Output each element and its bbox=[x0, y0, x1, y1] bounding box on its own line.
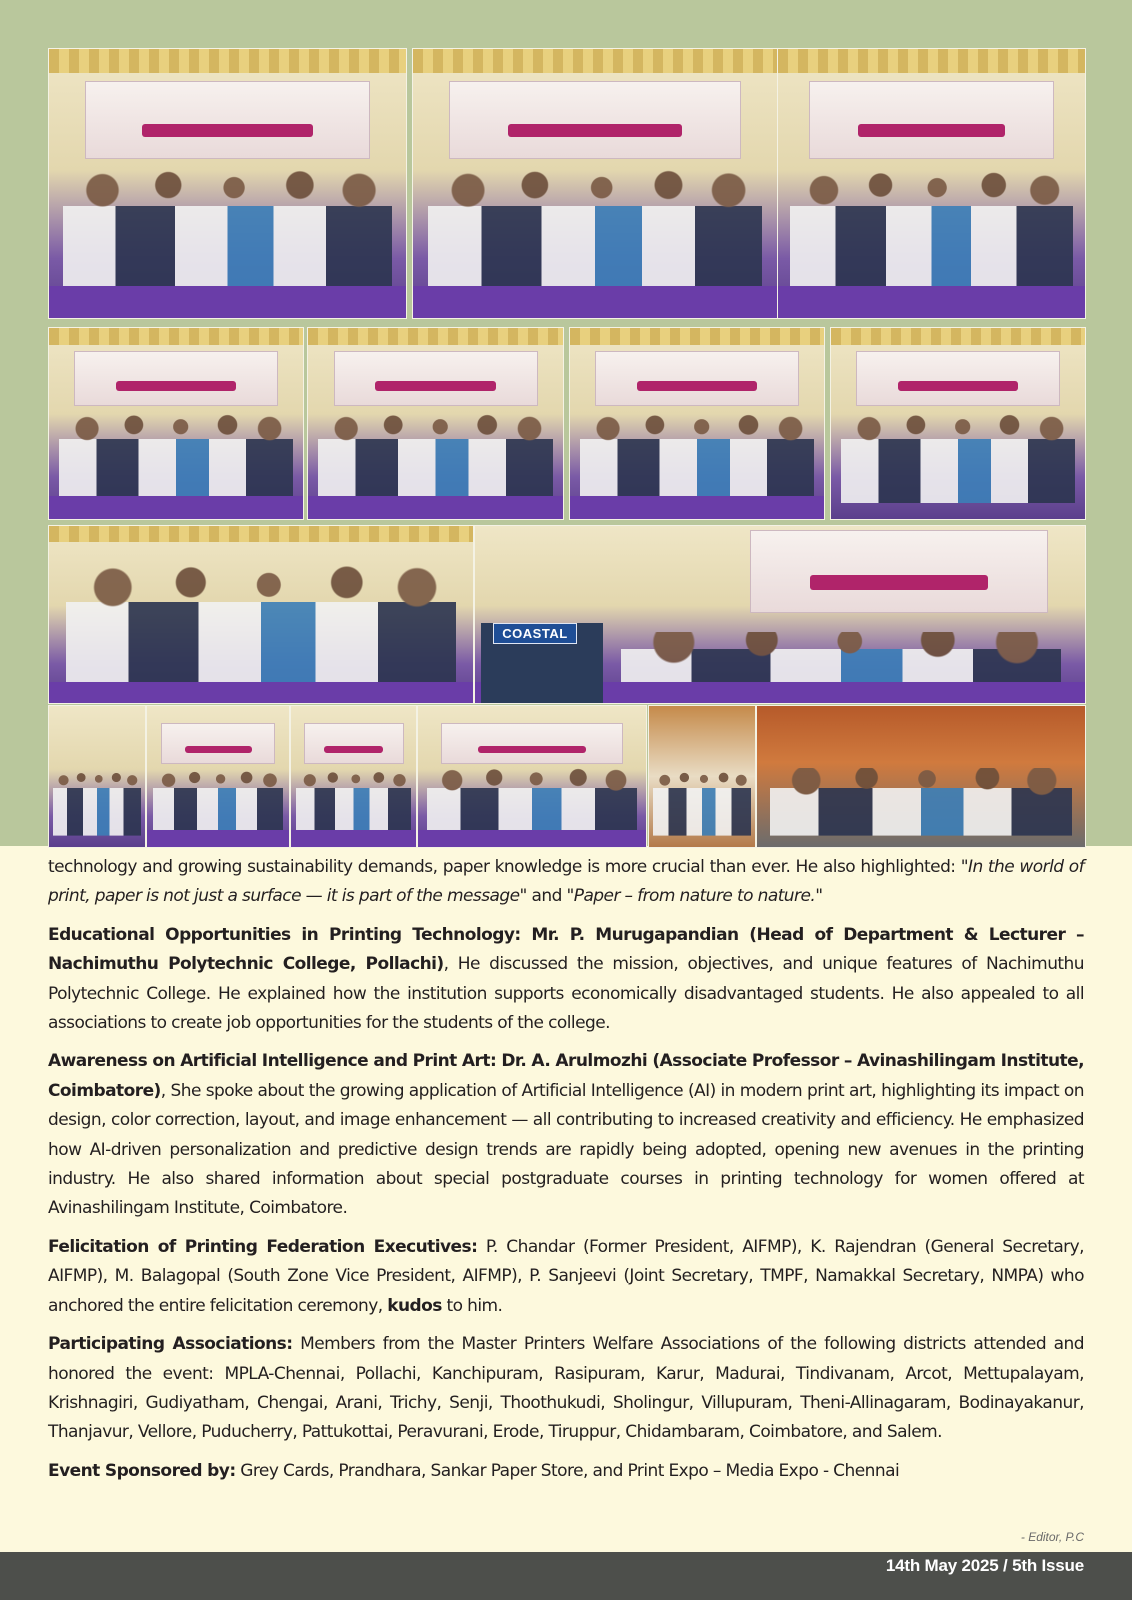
paragraph-text: and bbox=[526, 886, 567, 907]
event-photo-felicitation-3 bbox=[569, 327, 825, 520]
event-photo-speaker-3 bbox=[777, 48, 1086, 319]
event-banner bbox=[809, 81, 1055, 158]
people-group bbox=[428, 167, 763, 296]
dais-table bbox=[778, 286, 1085, 318]
people-group bbox=[53, 768, 141, 836]
podium-label: COASTAL bbox=[493, 623, 576, 644]
curtain-decoration bbox=[49, 526, 473, 542]
kudos-text: kudos bbox=[387, 1295, 442, 1316]
paragraph-paper-knowledge bbox=[48, 853, 1084, 912]
event-photo-speaker-1 bbox=[48, 48, 407, 319]
people-group bbox=[66, 565, 456, 689]
curtain-decoration bbox=[831, 328, 1085, 345]
quote-paper-surface: "In the world of print, paper is not just a surface — it is part of the message" bbox=[48, 857, 1085, 907]
event-banner bbox=[74, 351, 277, 406]
paragraph-text: Grey Cards, Prandhara, Sankar Paper Store, and Print Expo – Media Expo - Chennai bbox=[235, 1460, 900, 1481]
dais-table bbox=[308, 496, 563, 519]
curtain-decoration bbox=[49, 328, 303, 345]
paragraph-ai-awareness bbox=[48, 1047, 1084, 1223]
event-banner bbox=[750, 530, 1049, 613]
dais-table bbox=[147, 830, 289, 847]
paragraph-text: , She spoke about the growing application of Artificial Intelligence (AI) in modern print art, highlighting its impact on design, color correction, layout, and image enhancement — all contributing to increased creativity and efficiency. He emphasized how AI-driven personalization and predictive design trends are rapidly being adopted, opening new avenues in the printing industry. He also shared information about special postgraduate courses in printing technology for women offered at Avinashilingam Institute, Coimbatore. bbox=[48, 1080, 1084, 1219]
paragraph-heading: Educational Opportunities in Printing Technology: Mr. P. Murugapandian (Head of Department & Lecturer – Nachimuthu Polytechnic College, Pollachi) bbox=[48, 924, 1084, 975]
event-photo-award-3 bbox=[290, 705, 417, 848]
paragraph-text: Members from the Master Printers Welfare Associations of the following districts attended and honored the event: MPLA-Chennai, Pollachi, Kanchipuram, Rasipuram, Karur, Madurai, Tindivanam, Arcot, Mettupalayam, Krishnagiri, Gudiyatham, Chengai, Arani, Trichy, Senji, Thoothukudi, Sholingur, Villupuram, Theni-Allinagaram, Bodinayakanur, Thanjavur, Vellore, Puducherry, Pattukottai, Peravurani, Erode, Tiruppur, Chidambaram, Coimbatore, and Salem. bbox=[48, 1334, 1084, 1443]
dais-table bbox=[49, 682, 473, 703]
people-group bbox=[770, 768, 1072, 836]
event-banner bbox=[161, 723, 275, 764]
paragraph-heading: Awareness on Artificial Intelligence and Print Art: Dr. A. Arulmozhi (Associate Professor – Avinashilingam Institute, Coimbatore) bbox=[48, 1051, 1084, 1101]
event-photo-award-6 bbox=[756, 705, 1086, 848]
dais-table bbox=[570, 496, 824, 519]
paragraph-heading: Felicitation of Printing Federation Executives: bbox=[48, 1236, 478, 1257]
dais-table bbox=[49, 496, 303, 519]
paragraph-felicitation bbox=[48, 1233, 1084, 1321]
curtain-decoration bbox=[308, 328, 563, 345]
event-photo-award-4 bbox=[417, 705, 647, 848]
paragraph-text: P. Chandar (Former President, AIFMP), K. Rajendran (General Secretary, AIFMP), M. Balagopal (South Zone Vice President, AIFMP), P. Sanjeevi (Joint Secretary, TMPF, Namakkal Secretary, NMPA) who anchored the entire felicitation ceremony, bbox=[48, 1236, 1084, 1316]
event-photo-podium-speaker bbox=[474, 525, 1086, 704]
people-group bbox=[153, 768, 284, 836]
curtain-decoration bbox=[570, 328, 824, 345]
issue-date: 14th May 2025 / 5th Issue bbox=[885, 1556, 1084, 1575]
paragraph-heading: Participating Associations: bbox=[48, 1334, 293, 1355]
article-body bbox=[48, 853, 1084, 1495]
paragraph-text: technology and growing sustainability demands, paper knowledge is more crucial than ever. He also highlighted: bbox=[48, 857, 961, 877]
people-group bbox=[63, 167, 391, 296]
quote-paper-nature: "Paper – from nature to nature." bbox=[566, 886, 823, 907]
paragraph-text: to him. bbox=[441, 1295, 503, 1316]
people-group bbox=[318, 412, 553, 504]
dais-table bbox=[418, 830, 646, 847]
dais-table bbox=[413, 286, 777, 318]
people-group bbox=[59, 412, 293, 504]
paragraph-heading: Event Sponsored by: bbox=[48, 1460, 236, 1481]
event-photo-felicitation-2 bbox=[307, 327, 564, 520]
event-photo-award-5 bbox=[648, 705, 756, 848]
dais-table bbox=[49, 286, 406, 318]
curtain-decoration bbox=[778, 49, 1085, 73]
event-photo-speaker-2 bbox=[412, 48, 778, 319]
people-group bbox=[790, 167, 1072, 296]
people-group bbox=[621, 632, 1060, 689]
event-banner bbox=[856, 351, 1059, 406]
people-group bbox=[841, 412, 1075, 504]
paragraph-text: , He discussed the mission, objectives, and unique features of Nachimuthu Polytechnic College. He explained how the institution supports economically disadvantaged students. He also appealed to all associations to create job opportunities for the students of the college. bbox=[48, 954, 1084, 1034]
editor-note: - Editor, P.C bbox=[1020, 1530, 1084, 1544]
paragraph-participating-associations bbox=[48, 1330, 1084, 1448]
paragraph-educational-opportunities bbox=[48, 921, 1084, 1039]
event-photo-felicitation-1 bbox=[48, 327, 304, 520]
curtain-decoration bbox=[49, 49, 406, 73]
people-group bbox=[653, 768, 751, 836]
event-photo-group bbox=[48, 525, 474, 704]
event-banner bbox=[304, 723, 404, 764]
people-group bbox=[580, 412, 814, 504]
dais-table bbox=[291, 830, 416, 847]
event-banner bbox=[595, 351, 798, 406]
paragraph-sponsors bbox=[48, 1457, 1084, 1486]
curtain-decoration bbox=[413, 49, 777, 73]
event-banner bbox=[441, 723, 623, 764]
event-photo-award-1 bbox=[48, 705, 146, 848]
event-banner bbox=[449, 81, 740, 158]
event-banner bbox=[85, 81, 371, 158]
people-group bbox=[296, 768, 411, 836]
people-group bbox=[427, 768, 637, 836]
event-banner bbox=[334, 351, 538, 406]
event-photo-award-2 bbox=[146, 705, 290, 848]
event-photo-felicitation-4 bbox=[830, 327, 1086, 520]
